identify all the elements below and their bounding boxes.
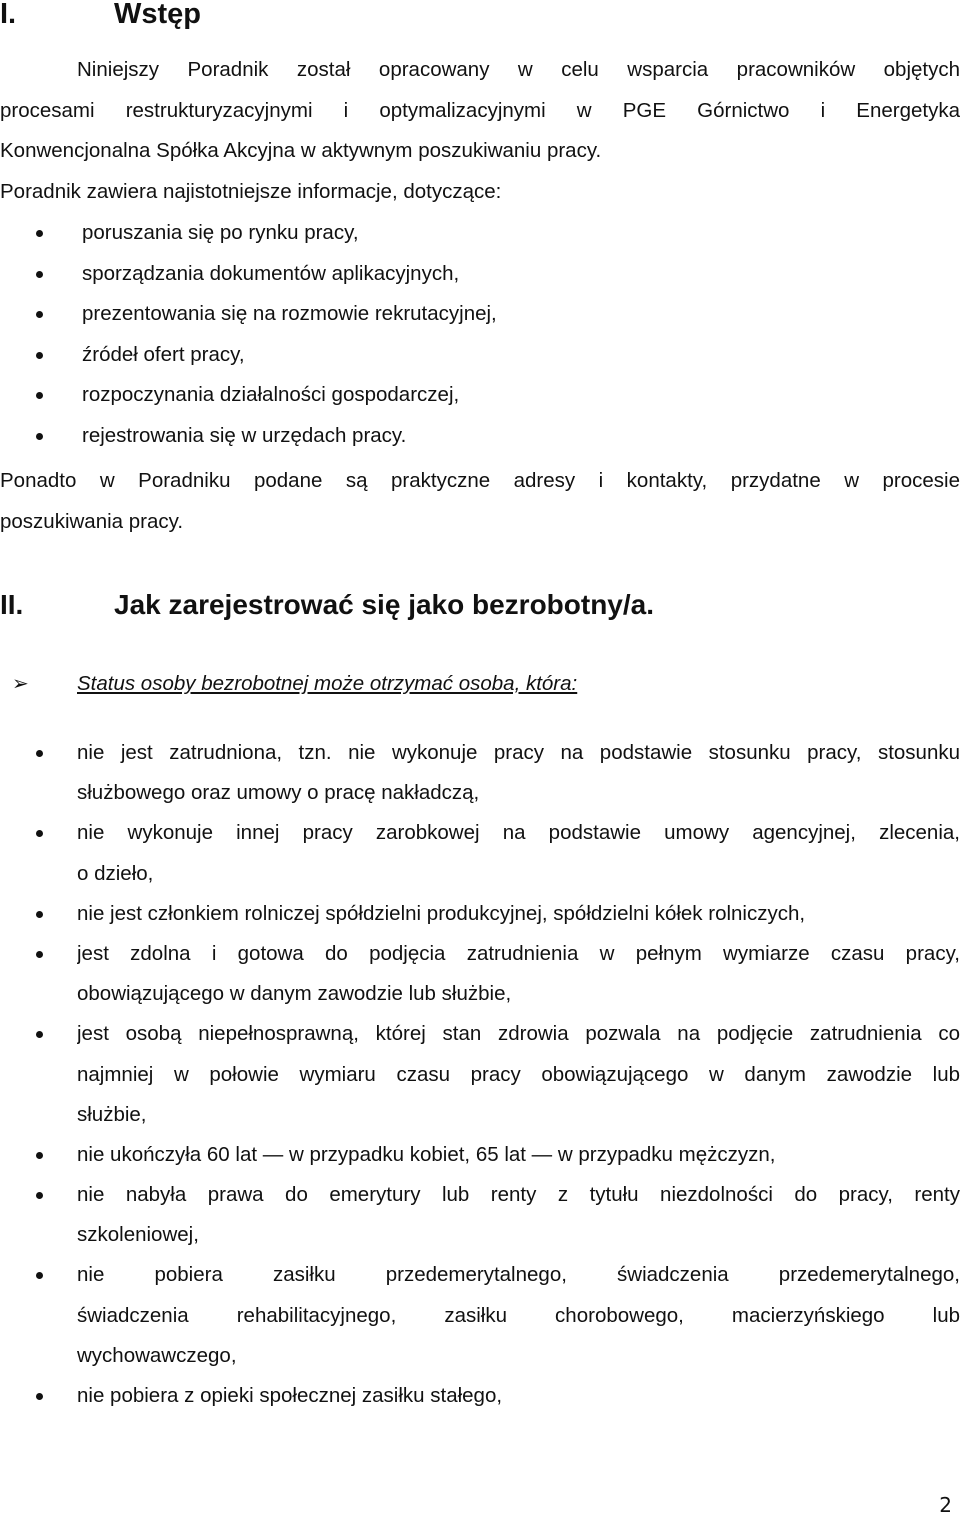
bullet-icon [36, 392, 43, 399]
list-item: nie ukończyła 60 lat — w przypadku kobiet, 65 lat — w przypadku mężczyzn, [0, 1135, 960, 1175]
list-item: poruszania się po rynku pracy, [0, 213, 960, 254]
section-1-heading [0, 0, 201, 36]
intro-line: Niniejszy Poradnik został opracowany w celu wsparcia pracowników objętych [77, 58, 960, 81]
list-item: rejestrowania się w urzędach pracy. [0, 416, 960, 457]
status-subheading-text: Status osoby bezrobotnej może otrzymać osoba, która: [77, 672, 578, 695]
bullet-icon [36, 271, 43, 278]
bullet-icon [36, 352, 43, 359]
section-1-number: I. [0, 0, 17, 30]
section-2-title: Jak zarejestrować się jako bezrobotny/a. [114, 589, 655, 620]
list-item: nie jest zatrudniona, tzn. nie wykonuje pracy na podstawie stosunku pracy, stosunku służbowego oraz umowy o pracę nakładczą, [0, 733, 960, 813]
bullet-icon [36, 830, 43, 837]
list-item: nie wykonuje innej pracy zarobkowej na podstawie umowy agencyjnej, zlecenia, o dzieło, [0, 813, 960, 893]
bullet-icon [36, 311, 43, 318]
list-item: sporządzania dokumentów aplikacyjnych, [0, 254, 960, 295]
bullet-icon [36, 750, 43, 757]
intro-line: procesami restrukturyzacyjnymi i optymalizacyjnymi w PGE Górnictwo i Energetyka [0, 98, 960, 122]
bullet-icon [36, 230, 43, 237]
arrowhead-bullet-icon: ➢ [12, 673, 29, 695]
list-item: jest osobą niepełnosprawną, której stan zdrowia pozwala na podjęcie zatrudnienia co najmniej w połowie wymiaru czasu pracy obowiązującego w danym zawodzie lub służbie, [0, 1014, 960, 1135]
topics-list [0, 213, 960, 456]
bullet-icon [36, 433, 43, 440]
conditions-list [0, 733, 960, 1416]
list-item: nie pobiera z opieki społecznej zasiłku stałego, [0, 1376, 960, 1416]
list-item: źródeł ofert pracy, [0, 335, 960, 376]
bullet-icon [36, 1272, 43, 1279]
list-item: nie pobiera zasiłku przedemerytalnego, świadczenia przedemerytalnego, świadczenia rehabilitacyjnego, zasiłku chorobowego, macierzyńskiego lub wychowawczego, [0, 1255, 960, 1376]
closing-line: Ponadto w Poradniku podane są praktyczne adresy i kontakty, przydatne w procesie [0, 469, 960, 492]
bullet-icon [36, 911, 43, 918]
intro-paragraph [0, 50, 960, 212]
list-item: nie nabyła prawa do emerytury lub renty z tytułu niezdolności do pracy, renty szkoleniowej, [0, 1175, 960, 1255]
page-number: 2 [939, 1493, 952, 1517]
bullet-icon [36, 1152, 43, 1159]
bullet-icon [36, 1393, 43, 1400]
closing-line: poszukiwania pracy. [0, 509, 184, 533]
section-1-title: Wstęp [114, 0, 201, 30]
bullet-icon [36, 951, 43, 958]
list-item: nie jest członkiem rolniczej spółdzielni produkcyjnej, spółdzielni kółek rolniczych, [0, 894, 960, 934]
list-item: rozpoczynania działalności gospodarczej, [0, 375, 960, 416]
intro-line: Konwencjonalna Spółka Akcyjna w aktywnym poszukiwaniu pracy. [0, 139, 602, 162]
list-item: prezentowania się na rozmowie rekrutacyjnej, [0, 294, 960, 335]
list-item: jest zdolna i gotowa do podjęcia zatrudnienia w pełnym wymiarze czasu pracy, obowiązującego w danym zawodzie lub służbie, [0, 934, 960, 1014]
closing-paragraph [0, 461, 960, 542]
section-2-heading [0, 583, 654, 627]
section-2-number: II. [0, 589, 24, 620]
lead-line: Poradnik zawiera najistotniejsze informacje, dotyczące: [0, 179, 502, 203]
bullet-icon [36, 1031, 43, 1038]
bullet-icon [36, 1192, 43, 1199]
